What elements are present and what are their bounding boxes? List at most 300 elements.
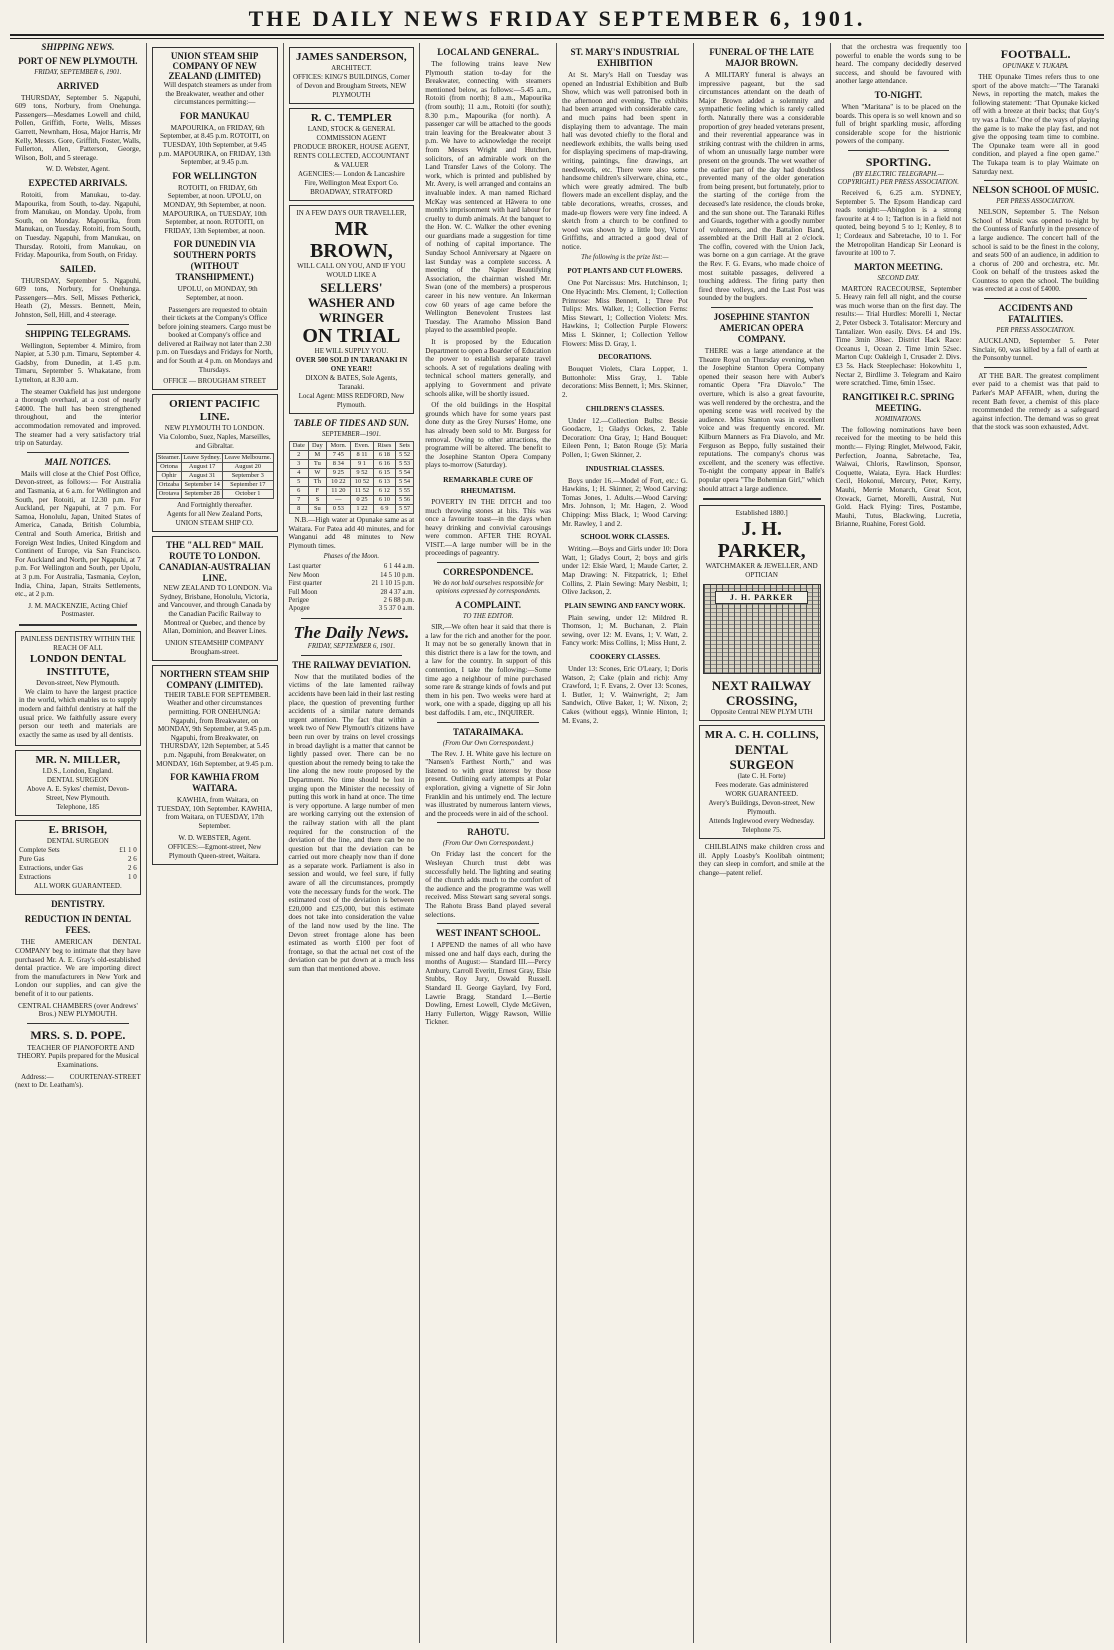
nelson-heading: NELSON SCHOOL OF MUSIC.	[972, 185, 1099, 196]
correspondence-heading: CORRESPONDENCE.	[442, 567, 534, 578]
brisoh-role: DENTAL SURGEON	[46, 837, 109, 846]
northern-text: THEIR TABLE FOR SEPTEMBER. Weather and other circumstances permitting. FOR ONEHUNGA: Ngapuhi, from Breakwater, on MONDAY, 9th September, at 9.45 p.m. Ngapuhi, from Breakwater, on THURSDAY, 12th September, at 5.45 p.m. Ngapuhi, from Breakwater, on MONDAY, 16th September, at 9.45 p.m.	[156, 690, 274, 768]
opera-text: THERE was a large attendance at the Theatre Royal on Thursday evening, when the Josephine Stanton Opera Company opened their season here with Auber's romantic Opera "Fra Diavolo." The overture, which is also a great favourite, was well rendered by the orchestra, and the opening scene was well received by the audience. Miss Stanton was in excellent voice and was frequently encored. Mr. Kilburn Manners as Fra Diavolo, and Mr. Ferguson as Beppo, fully sustained their reputations. The company's chorus was excellent, and the scenery was effective. To-night the company appear in Balfe's popular opera "The Bohemian Girl," which should attract a large audience.	[698, 347, 825, 493]
tide-cell: Th	[309, 478, 327, 487]
tide-cell: 0 53	[326, 505, 350, 514]
tide-cell: 6 15	[374, 469, 396, 478]
needlework-heading: PLAIN SEWING AND FANCY WORK.	[564, 601, 686, 610]
divider	[984, 180, 1087, 181]
phases-heading: Phases of the Moon.	[323, 553, 380, 561]
orient-heading: ORIENT PACIFIC LINE.	[169, 398, 261, 424]
tide-cell: Su	[309, 505, 327, 514]
local-text: The following trains leave New Plymouth station to-day for the Breakwater, connecting with steamers mentioned below, as follows:—5.45 a.m., Rotoiti (from north); 8 a.m., Mapourika (from south); 11 a.m., Rotoiti (for south); 8.30 p.m., Mapourika (for north). A passenger car will be attached to the goods train leaving for the Breakwater about 3 p.m. We have to acknowledge the receipt from Messrs Wright and Hutchen, solicitors, of an admirable work on the Land Transfer Laws of the Colony. The work, which is printed and published by Mr. Avery, is well arranged and contains an invaluable index. A man named Richard McKay was sentenced at Hāwera to one month's imprisonment with hard labour for cruelty to dumb animals. At the banquet to the Hon. W. C. Walker the other evening our guardians made a suggestion for time of nothing of capital importance. The Sunday School Anniversary at Ngaere on last Sunday was a complete success. A meeting of the Napier Beautifying Association, the chairman wished Mr. Swan (one of the members) a prosperous career in his new venture. An Inkerman cow 60 years of age came before the Wellington Benevolent Trustees last Tuesday. The Aramoho Mission Band played to the assembled people.	[425, 60, 551, 335]
templer-agencies: AGENCIES:— London & Lancashire Fire, Wellington Meat Export Co.	[298, 170, 405, 187]
orient-header-cell: Steamer.	[157, 454, 181, 462]
orient-ad	[152, 394, 278, 532]
tide-cell: 10 52	[351, 478, 374, 487]
cure-text: POVERTY IN THE DITCH and too much throwing stones at hits. This was once a favourite toast—in the days when heavy drinking and convivial carousings were common. AFTER THE ROYAL VISIT.—A large number will be in the proceedings of pageantry.	[425, 497, 551, 558]
phase-name: First quarter	[288, 580, 322, 588]
brisoh-title: E. BRISOH,	[48, 824, 108, 837]
complaint-to: TO THE EDITOR.	[462, 613, 514, 621]
divider	[984, 367, 1087, 368]
decorations-text: Bouquet Violets, Clara Lopper, 1. Buttonhole: Miss Gray, 1. Table decorations: Miss Bennett, 1; Mrs. Skinner, 2.	[562, 365, 688, 399]
tide-body	[289, 451, 414, 514]
column-6	[694, 43, 831, 1643]
reduction-text: THE AMERICAN DENTAL COMPANY beg to intimate that they have purchased Mr. A. E. Gray's old-established dental practice. We are importing direct from the manufacturers in New York and London our supplies, and can give the benefit of it to our patients.	[15, 938, 141, 998]
tide-cell: S	[309, 496, 327, 505]
tide-row	[289, 478, 414, 487]
tide-row	[289, 460, 414, 469]
orient-header-cell: Leave Sydney.	[183, 454, 221, 462]
tide-cell: 3	[289, 460, 309, 469]
dental-institute-ad	[15, 631, 141, 747]
tide-cell: 5 55	[395, 487, 413, 496]
price-label: Complete Sets	[19, 846, 60, 855]
price-row	[19, 855, 137, 864]
rahotu-sub: (From Our Own Correspondent.)	[442, 840, 534, 848]
tataraimaka-heading: TATARAIMAKA.	[453, 726, 524, 737]
tide-header-cell: Morn.	[326, 442, 350, 451]
tide-cell: 8 34	[326, 460, 350, 469]
arrived-heading: ARRIVED	[56, 80, 99, 91]
orient-schedule-table	[156, 453, 274, 499]
orient-agents: Agents for all New Zealand Ports, UNION STEAM SHIP CO.	[166, 510, 263, 528]
pope-address: Address:— COURTENAY-STREET (next to Dr. Leatham's).	[15, 1072, 141, 1090]
tide-cell: 5 53	[395, 460, 413, 469]
accidents-sub: PER PRESS ASSOCIATION.	[996, 327, 1075, 335]
phase-name: Apogee	[288, 605, 310, 613]
dental-institute-tagline: PAINLESS DENTISTRY WITHIN THE REACH OF ALL	[20, 634, 136, 652]
bar-text: AT THE BAR. The greatest compliment ever paid to a chemist was that paid to Parker's MAP AFFAIR, when, during the recent Bath fever, a chemist of this place recommended the remedy as a safeguard against infection. The demand was so great that the stock was soon exhausted, Advt.	[972, 371, 1099, 432]
orient-cell: September 17	[223, 481, 273, 490]
divider	[984, 298, 1087, 299]
brown-text: WILL CALL ON YOU, AND IF YOU WOULD LIKE A	[297, 262, 406, 279]
agent-line: W. D. Webster, Agent.	[45, 165, 110, 174]
orient-cell: October 1	[223, 490, 273, 499]
leader-heading: THE RAILWAY DEVIATION.	[292, 659, 411, 670]
miller-address: Above A. E. Sykes' chemist, Devon-Street, New Plymouth.	[26, 785, 130, 803]
all-red-ad	[152, 536, 278, 661]
phase-name: New Moon	[288, 571, 320, 579]
column-5	[557, 43, 694, 1643]
tide-cell: 7	[289, 496, 309, 505]
rangitikei-sub: NOMINATIONS.	[875, 415, 922, 423]
divider	[711, 307, 813, 308]
dunedin-text: UPOLU, on MONDAY, 9th September, at noon.	[177, 285, 258, 302]
correspondence-note: We do not hold ourselves responsible for opinions expressed by correspondents.	[432, 580, 544, 596]
dixon-line: DIXON & BATES, Sole Agents, Taranaki.	[305, 374, 398, 391]
tide-cell: 6 12	[374, 487, 396, 496]
phase-row	[289, 572, 415, 580]
phase-row	[289, 597, 415, 605]
prize-heading: The following is the prize list:—	[581, 254, 669, 262]
price-value: 1 0	[128, 873, 137, 882]
rangitikei-heading: RANGITIKEI R.C. SPRING MEETING.	[842, 391, 955, 413]
railway-crossing-sub: Opposite Central NEW PLYM UTH	[710, 708, 813, 717]
union-steam-ad	[152, 47, 278, 390]
column-3	[284, 43, 421, 1643]
tide-cell: 6 18	[374, 451, 396, 460]
school-work-text: Writing.—Boys and Girls under 10: Dora Watt, 1; Gladys Court, 2; boys and girls under 12: Elsie Ward, 1; Maude Carter, 2. Map Drawing: N. Fitzpatrick, 1; Ethel Collins, 2. Plain Sewing: Mary Nesbitt, 1; Olive Jackson, 2.	[562, 545, 688, 597]
price-label: Extractions	[19, 873, 51, 882]
sold-line: OVER 500 SOLD IN TARANAKI IN ONE YEAR!!	[295, 356, 408, 373]
dunedin-heading: FOR DUNEDIN VIA SOUTHERN PORTS (WITHOUT TRANSHIPMENT.)	[173, 239, 256, 283]
cookery-heading: COOKERY CLASSES.	[589, 653, 661, 662]
orient-cell: Ortona	[156, 463, 181, 472]
opera-heading: JOSEPHINE STANTON AMERICAN OPERA COMPANY.	[713, 312, 810, 345]
tide-cell: Tu	[309, 460, 327, 469]
central-chambers: CENTRAL CHAMBERS (over Andrews' Bros.) NEW PLYMOUTH.	[17, 1001, 138, 1019]
price-list	[19, 846, 137, 882]
divider	[27, 1023, 129, 1024]
tonight-text: When "Maritana" is to be placed on the boards. This opera is so well known and so full of bright sparkling music, affording considerable scope for the histrionic powers of the company.	[835, 102, 962, 146]
port-heading: PORT OF NEW PLYMOUTH.	[18, 55, 138, 66]
funeral-text: A MILITARY funeral is always an impressive pageant, but the sad circumstances attendant on the death of Major Brown added a solemnity and sympathetic feeling which is rarely called forth. Naturally there was a considerable proportion of grey headed veterans present, and their reverential appearance was in striking contrast with the children in arms, of whom an unusually large number were present on the grounds. The wet weather of the earlier part of the day had doubtless prevented many of the older generation from being present, but fortunately, prior to the starting of the cortège from the deceased's late residence, the clouds broke, and the sun shone out. The Taranaki Rifles and Guards, together with a goodly number of volunteers, and the Battalion Band, assembled at the Drill Hall at 2 o'clock. The coffin, covered with the Union Jack, was borne on a gun carriage. At the grave the Rev. F. G. Evans, who made choice of most suitable passages, delivered a touching address. The firing party then fired three volleys, and the Last Post was sounded by the buglers.	[698, 71, 825, 303]
price-value: £1 1 0	[119, 846, 137, 855]
divider	[437, 822, 539, 823]
tide-header-cell: Even.	[351, 442, 374, 451]
tide-cell: 9 52	[351, 469, 374, 478]
masthead: THE DAILY NEWS FRIDAY SEPTEMBER 6, 1901.	[248, 6, 866, 31]
orient-cell: August 20	[223, 463, 273, 472]
webster-agent: W. D. WEBSTER, Agent.	[178, 833, 251, 842]
tide-cell: 11 52	[351, 487, 374, 496]
masthead-rule	[10, 34, 1104, 39]
on-trial: ON TRIAL	[302, 325, 401, 347]
marton-heading: MARTON MEETING.	[854, 261, 943, 272]
kawhia-text: KAWHIA, from Waitara, on TUESDAY, 10th September. KAWHIA, from Waitara, on TUESDAY, 17th September.	[157, 796, 273, 830]
price-label: Pure Gas	[19, 855, 45, 864]
tide-heading: TABLE OF TIDES AND SUN.	[293, 418, 410, 428]
miller-telephone: Telephone, 185	[56, 803, 100, 812]
tide-cell: 5 54	[395, 469, 413, 478]
kawhia-heading: FOR KAWHIA FROM WAITARA.	[170, 772, 260, 794]
northern-ad	[152, 665, 278, 865]
brown-name: MR BROWN,	[309, 218, 393, 262]
collins-address: Avery's Buildings, Devon-street, New Plymouth.	[708, 799, 815, 817]
football-sub: OPUNAKE V. TUKAPA.	[1002, 63, 1069, 70]
wellington-heading: FOR WELLINGTON	[172, 170, 257, 181]
divider	[27, 452, 129, 453]
column-8	[967, 43, 1104, 1643]
school-work-heading: SCHOOL WORK CLASSES.	[580, 533, 670, 542]
sporting-text: Received 6, 6.25 a.m. SYDNEY, September 5. The Epsom Handicap card reads tonight:—Abingdon is a strong favourite at 4 to 1; Tarlton is in a field not quoted, being beyond 5 to 1; Kenley, 8 to 1; Cordeaux and Sabretache, 10 to 1. For the Metropolitan Handicap Sir Leonard is favourite at 100 to 7.	[835, 188, 962, 258]
childrens-heading: CHILDREN'S CLASSES.	[585, 404, 664, 413]
divider	[437, 562, 539, 563]
tide-cell: 9 25	[326, 469, 350, 478]
school-text: It is proposed by the Education Department to open a Boarder of Education the power to establish separate travel schools. A set of regulations dealing with technical school matters generally, and applying to Government and private schools alike, will be shortly issued.	[425, 338, 551, 398]
dental-institute-text: We claim to have the largest practice in the world, which enables us to supply modern and faithful dentistry at half the usual price. We faithfully assure every person our teeth and materials are exactly the same as used by all dentists.	[19, 687, 137, 739]
tide-cell: 5 52	[395, 451, 413, 460]
templer-address: BROADWAY, STRATFORD	[310, 188, 393, 196]
manukau-text: MAPOURIKA, on FRIDAY, 6th September, at 8.45 p.m. ROTOITI, on TUESDAY, 10th September, at 9.45 p.m. MAPOURIKA, on FRIDAY, 13th September, at 9.45 p.m.	[158, 123, 271, 167]
wellington-text: ROTOITI, on FRIDAY, 6th September, at noon. UPOLU, on MONDAY, 9th September, at noon. MAPOURIKA, on TUESDAY, 10th September, at noon. ROTOITI, on FRIDAY, 13th September, at noon.	[162, 183, 267, 235]
complaint-text: SIR,—We often hear it said that there is a law for the rich and another for the poor. It may not be so generally known that in this district there is a law for the town, and a law for the country. In support of this contention, I take the following:—Some time ago a neighbour of mine purchased some rare & strange kinds of fowls and put them in his pen. Two weeks were hard at work, one with a spade, digging up all his best daffodils. I am, etc., INQUIRER.	[425, 623, 551, 717]
phase-value: 14 5 10 p.m.	[380, 571, 415, 579]
dentistry-heading: DENTISTRY.	[51, 899, 105, 910]
shopfront-illustration	[703, 584, 821, 674]
tonight-heading: TO-NIGHT.	[874, 89, 923, 100]
collins-telephone: Attends Inglewood every Wednesday. Telephone 75.	[708, 817, 815, 835]
templer-subheading: LAND, STOCK & GENERAL COMMISSION AGENT	[307, 125, 396, 142]
st-mary-text: At St. Mary's Hall on Tuesday was opened an Industrial Exhibition and Bulb Show, which was well patronised both in the afternoon and evening. The exhibits had been arranged with considerable care, and much pains had been spent in displaying them to advantage. The main hall was devoted chiefly to the floral and needlework exhibits, the walls being used for displaying specimens of map-drawing, writing, paintings, fine drawings, art needlework, etc. There were also some handsome children's silverware, china, etc., which were greatly admired. The bulb flowers made an excellent display, and the table decorations, wreaths, crosses, and made-up flowers were very fine indeed. A sketch from a church to be confined to wood was shown by a little boy, Victor Griffiths, and attracted a good deal of notice.	[562, 71, 688, 251]
miller-ad	[15, 750, 141, 816]
football-text: THE Opunake Times refers thus to one sport of the above match:—"The Taranaki News, in reporting the match, makes the following statement: ‘That Opunake kicked off with a breeze at their backs; that Guy's try was a fluke.’ One of the ways of playing the game is to make the play fast, and not give the opposing team time to combine. The Opunake team were all in good condition, and played a fine open game." The Tukapa team is to play Waimate on Saturday next.	[972, 73, 1099, 176]
decorations-heading: DECORATIONS.	[598, 353, 652, 362]
parker-subtitle: WATCHMAKER & JEWELLER, AND OPTICIAN	[705, 562, 818, 580]
paper-date: FRIDAY, SEPTEMBER 6, 1901.	[307, 642, 396, 650]
passengers-text: Passengers are requested to obtain their tickets at the Company's Office before joining steamers. Cargo must be booked at Company's office and delivered at Railway not later than 2.30 p.m. on Tuesdays and Fridays for North, and for South at 4 p.m. on Mondays and Thursdays.	[156, 305, 273, 374]
leader-text: Now that the mutilated bodies of the victims of the late lamented railway accidents have been laid in their last resting place, the question of preventing further accidents of a similar nature demands urgent attention. The fact that within a week two of New Plymouth's citizens have been run over by trains on level crossings in broad daylight is a matter that cannot be lightly passed over. There can be no question about the remedy being to take the line along the new route proposed by the Department. No time should be lost in urging upon the Minister the necessity of putting this work in hand at once. The time is very opportune. A large number of men are working carrying out the extension of the railway station with all the plant required for the construction of the deviation of the line, and there can be no question but that the deviation can be carried out more cheaply now than if done as a separate work. Parliament is also in session and would, we feel sure, if fully aware of all the circumstances, promptly vote the necessary funds for the work. The estimated cost of the deviation is between £20,000 and £25,000, but this estimate does not take into consideration the value of the land now used by the line. The Devon street frontage alone has been estimated as worth £100 per foot of frontage, so that the actual net cost of the deviation can be put down at a much less sum than that mentioned above.	[288, 672, 415, 973]
shopfront-sign: J. H. PARKER	[715, 591, 808, 604]
templer-heading: R. C. TEMPLER	[310, 112, 392, 124]
sanderson-subheading: ARCHITECT.	[331, 64, 372, 72]
orient-header-row	[156, 454, 273, 463]
templer-ad	[289, 108, 415, 201]
tide-cell: 6 9	[374, 505, 396, 514]
webster-address: OFFICES:—Egmont-street, New Plymouth Queen-street, Waitara.	[167, 842, 262, 860]
marton-sub: SECOND DAY.	[877, 274, 920, 282]
price-row	[19, 846, 137, 855]
tide-cell: 4	[289, 469, 309, 478]
orient-subheading: NEW PLYMOUTH TO LONDON.	[164, 424, 265, 433]
pope-text: TEACHER OF PIANOFORTE AND THEORY. Pupils prepared for the Musical Examinations.	[16, 1043, 139, 1069]
orient-row	[156, 472, 273, 481]
rahotu-text: On Friday last the concert for the Wesleyan Church trust debt was successfully held. The lighting and seating of the church adds much to the comfort of the audience and the programme was well received. Miss Stewart sang several songs. The Rahotu Brass Band played several selections.	[425, 850, 551, 919]
tide-header-cell: Sets	[395, 442, 413, 451]
orient-note: And Fortnightly thereafter.	[177, 501, 253, 510]
tide-cell: M	[309, 451, 327, 460]
column-1	[10, 43, 147, 1643]
parker-title: J. H. PARKER,	[717, 518, 806, 563]
tide-table	[289, 441, 415, 514]
sailed-heading: SAILED.	[59, 263, 96, 274]
phase-row	[289, 589, 415, 597]
prize-text: One Pot Narcissus: Mrs. Hutchinson, 1; One Hyacinth: Mrs. Clement, 1; Collection Primrose: Miss Bennett, 1; Three Pot Tulips: Mrs. Walker, 1; Collection Ferns: Miss Stewart, 1; Collection Violets: Mrs. Hawkins, 1; Collection Purple Flowers: Miss I. Skinner, 1; Collection Yellow Flowers: Miss D. Gray, 1.	[562, 279, 688, 348]
tide-month: SEPTEMBER—1901.	[321, 431, 381, 438]
collins-ad	[699, 725, 825, 839]
tide-cell: F	[309, 487, 327, 496]
sailed-text: THURSDAY, September 5. Ngapuhi, 609 tons, Norbury, for Onehunga. Passengers—Mrs. Sell, Misses Petherick, Heath (2), Messrs. Bennett, Mein, Johnston, Sell, Hill, and 4 steerage.	[15, 276, 141, 320]
funeral-heading: FUNERAL OF THE LATE MAJOR BROWN.	[709, 47, 814, 68]
column-4	[420, 43, 557, 1643]
union2-heading: UNION STEAMSHIP COMPANY	[165, 638, 265, 647]
mail-text: Mails will close at the Chief Post Office, Devon-street, as follows:— For Australia and Tasmania, at 6 a.m. for Wellington and South, per Rotoiti, at 12.30 p.m. For Auckland, per Ngapuhi, at 7 p.m. For Samoa, Honolulu, Japan, United States of America, Canada, British Columbia, Central and South America, British and Foreign West Indies, United Kingdom and Continent of Europe, via San Francisco. For Auckland and North, per Ngapuhi, at 7 p.m. For Wellington and South, per Upolu, at 3 p.m. For Australia, Tasmania, Ceylon, India, China, Japan, Straits Settlements, etc., at 2 p.m.	[15, 469, 141, 599]
sanderson-address: OFFICES: KING'S BUILDINGS, Corner of Devon and Brougham Streets, NEW PLYMOUTH	[292, 73, 410, 99]
divider	[848, 150, 950, 151]
manukau-heading: FOR MANUKAU	[180, 110, 250, 121]
chilblains-text: CHILBLAINS make children cross and ill. Apply Loasby's Koolibah ointment; they can sleep in comfort, and smile at the change—patent relief.	[698, 843, 825, 877]
parker-ad	[699, 505, 825, 721]
sanderson-ad	[289, 47, 415, 104]
football-heading: FOOTBALL.	[1000, 47, 1071, 61]
price-label: Extractions, under Gas	[19, 864, 83, 873]
orient-route: Via Colombo, Suez, Naples, Marseilles, and Gibraltar.	[158, 433, 271, 451]
dental-institute-title: LONDON DENTAL INSTITUTE,	[29, 652, 126, 678]
collins-note: (late C. H. Forte)	[737, 772, 786, 781]
divider	[301, 618, 403, 619]
canadian-text: NEW ZEALAND TO LONDON. Via Sydney, Brisbane, Honolulu, Victoria, and Vancouver, and through Canada by the Canadian Pacific Railway to Montreal or Quebec, and thence by Allan, Dominion, and Beaver Lines.	[158, 584, 272, 636]
parker-established: Established 1880.]	[735, 509, 788, 518]
orient-cell: Orizaba	[156, 481, 181, 490]
tide-header-cell: Date	[289, 442, 309, 451]
tide-row	[289, 505, 414, 514]
union-text: Will despatch steamers as under from the Breakwater, weather and other circumstances permitting:—	[163, 81, 272, 107]
tide-cell: 5	[289, 478, 309, 487]
accidents-heading: ACCIDENTS AND FATALITIES.	[998, 303, 1073, 325]
phase-value: 3 5 37 0 a.m.	[378, 605, 415, 613]
opera-continued: that the orchestra was frequently too powerful to enable the words sung to be heard. The company decidedly deserved success, and should be favoured with another large attendance.	[835, 43, 962, 86]
shipping-heading: SHIPPING NEWS.	[41, 43, 115, 52]
tide-cell: 6	[289, 487, 309, 496]
phase-value: 2 6 88 p.m.	[383, 597, 415, 604]
tide-cell: 10 22	[326, 478, 350, 487]
price-value: 2 6	[128, 864, 137, 873]
orient-body	[156, 463, 273, 499]
phase-list	[289, 563, 415, 613]
tide-row	[289, 469, 414, 478]
orient-cell: Ophir	[156, 472, 181, 481]
cookery-text: Under 13: Scones, Eric O'Leary, 1; Doris Watson, 2; Cake (plain and rich): Amy Crawford, 1; F. Evans, 2. Over 13: Scones, I. Butler, 1; V. Wainwright, 2; Jam Sandwich, Olive Baker, 1; W. Nixon, 2; Cakes (without eggs), Winnie Hinton, 1; M. Evans, 2.	[562, 665, 688, 725]
sanderson-heading: JAMES SANDERSON,	[296, 51, 407, 63]
phase-name: Full Moon	[288, 588, 318, 596]
northern-heading: NORTHERN STEAM SHIP COMPANY (LIMITED).	[160, 668, 270, 690]
tide-cell: —	[326, 496, 350, 505]
industrial-heading: INDUSTRIAL CLASSES.	[585, 464, 664, 473]
cure-heading: REMARKABLE CURE OF RHEUMATISM.	[443, 474, 534, 495]
canadian-heading: CANADIAN-AUSTRALIAN LINE.	[158, 562, 271, 584]
tide-cell: 5 54	[395, 478, 413, 487]
rangitikei-text: The following nominations have been received for the meeting to be held this month:— Flying: Ringlet, Melwood, Fakir, Perfection, Joanna, Sabretache, Tea, Waiwai, Chloris, Rawlinson, Sponsor, Coquette, Waiata, Eyra. Hack Hurdles: Cecil, Hokonui, Mercury, Peter, Kerry, Mauhi, Merrie Monarch, Great Scot, Oxwack, Garnet, Morelli, Austral, Nut Gold. Hack Flying: Tires, Postambe, Mauhi, Tutus, Blackwing, Lucretia, Brianne, Ruahine, Forest Gold.	[835, 425, 962, 529]
expected-heading: EXPECTED ARRIVALS.	[28, 177, 128, 188]
expected-text: Rotoiti, from Manukau, to-day. Mapourika, from South, to-day. Ngapuhi, from Manukau, on Monday. Upolu, from South, on Monday. Mapourika, from Manukau, on Tuesday. Rotoiti, from South, on Tuesday. Ngapuhi, from Manukau, on Thursday. Rotoiti, from Manukau, on Friday. Mapourika, from South, on Friday.	[15, 190, 141, 260]
all-red-heading: THE "ALL RED" MAIL ROUTE TO LONDON.	[165, 540, 264, 562]
mail-heading: MAIL NOTICES.	[44, 456, 111, 467]
columns	[10, 43, 1104, 1643]
tide-cell: 8	[289, 505, 309, 514]
collins-title: MR A. C. H. COLLINS,	[704, 729, 819, 742]
tide-row	[289, 496, 414, 505]
telegrams-text: Wellington, September 4. Mimiro, from Napier, at 5.30 p.m. Timaru, September 4. Gadsby, from Dunedin, at 1.45 p.m. Timaru, September 5. Whakatane, from Lyttelton, at 8.30 a.m.	[15, 341, 141, 385]
phase-name: Last quarter	[288, 563, 322, 571]
tide-cell: 8 11	[351, 451, 374, 460]
west-infant-heading: WEST INFANT SCHOOL.	[435, 928, 541, 939]
tide-cell: 6 13	[374, 478, 396, 487]
tide-header-row	[289, 442, 414, 451]
price-row	[19, 864, 137, 873]
miller-role: DENTAL SURGEON	[46, 776, 109, 785]
tataraimaka-text: The Rev. J. H. White gave his lecture on "Nansen's Farthest North," and was listened to with great interest by those present. Outlining early attempts at Polar exploration, giving a vignette of Sir John Franklin and his untimely end. The lecture was illustrated by numerous lantern views, and the proceeds were in aid of the school.	[425, 749, 551, 818]
miller-title: MR. N. MILLER,	[35, 754, 121, 767]
needlework-text: Plain sewing, under 12: Mildred R. Thomson, 1; M. Buchanan, 2. Plain sewing, over 12: M. Evans, 1; V. Watt, 2. Fancy work: Miss Collins, 1; Miss Hunt, 2.	[562, 613, 688, 648]
collins-fees: Fees moderate. Gas administered	[715, 781, 809, 790]
dental-institute-address: Devon-street, New Plymouth.	[36, 678, 120, 687]
phase-value: 6 1 44 a.m.	[383, 563, 415, 571]
collins-role: DENTAL SURGEON	[729, 742, 794, 773]
divider	[437, 923, 539, 924]
phase-value: 28 4 37 a.m.	[380, 588, 415, 596]
tide-cell: 7 45	[326, 451, 350, 460]
orient-row	[156, 481, 273, 490]
orient-cell: September 28	[182, 490, 223, 499]
marton-text: MARTON RACECOURSE, September 5. Heavy rain fell all night, and the course was much worse than on the first day. The results:— Trial Hurdles: Morelli 1, Nectar 2, Peter Osbeck 3. Totalisator: Mercury and Tantalizer. Won easily. Divs. £4 and 19s. Time 3min 30sec. District Hack Race: Oceanus 1, Ocean 2. Time 1min 52sec. Marton Cup: Oakleigh 1, Crusader 2. Divs. £3 5s. Hack Steeplechase: Hokowhitu 1, Nectar 2, Birdlime 3. Telegram and Kairo were scratched. Time, 6min 15sec.	[835, 284, 962, 388]
rahotu-heading: RAHOTU.	[467, 827, 509, 838]
shipping-news-text: The steamer Oakfield has just undergone a thorough overhaul, at a cost of nearly £4000. The hull has been strengthened throughout, and the interior accommodation removated and improved. The steamer had a very satisfactory trial trip on Saturday.	[15, 387, 141, 448]
telegrams-heading: SHIPPING TELEGRAMS.	[25, 328, 131, 339]
nelson-sub: PER PRESS ASSOCIATION.	[996, 198, 1075, 206]
tide-cell: 5 56	[395, 496, 413, 505]
collins-guarantee: WORK GUARANTEED.	[725, 790, 798, 799]
tide-cell: 0 25	[351, 496, 374, 505]
port-date: FRIDAY, SEPTEMBER 6, 1901.	[34, 68, 122, 76]
phase-row	[289, 563, 415, 571]
nelson-text: NELSON, September 5. The Nelson School of Music was opened to-night by the Countess of Ranfurly in the presence of a large audience. The concert hall of the school is said to be the finest in the colony, and seats 500 of an audience, in addition to a chorus of 200 and orchestra, etc. Mr. Cook on behalf of the trustees asked the Countess to open the school. The building was erected at a cost of £4000.	[972, 208, 1099, 294]
reduction-heading: REDUCTION IN DENTAL FEES.	[24, 914, 132, 936]
union-heading: UNION STEAM SHIP COMPANY OF NEW ZEALAND (LIMITED)	[168, 51, 261, 81]
brown-intro: IN A FEW DAYS OUR TRAVELLER,	[296, 209, 407, 217]
orient-cell: August 31	[182, 472, 223, 481]
divider	[19, 624, 137, 626]
orient-header-cell: Leave Melbourne.	[224, 454, 272, 462]
orient-row	[156, 490, 273, 499]
tide-cell: 1 22	[351, 505, 374, 514]
office-line: OFFICE — BROUGHAM STREET	[163, 377, 267, 386]
railway-crossing: NEXT RAILWAY CROSSING,	[711, 678, 812, 709]
tide-cell: 9 1	[351, 460, 374, 469]
phase-value: 21 1 10 15 p.m.	[371, 580, 415, 588]
orient-cell: Orotava	[156, 490, 181, 499]
arrived-text: THURSDAY, September 5. Ngapuhi, 609 tons, Norbury, from Onehunga. Passengers—Mesdames Lowell and child, Pollen, Griffith, Forte, Wells, Misses Garrett, Newnham, Hosa, Major Harris, Mr Kelly, Messrs. Gore, Griffith, Foster, Walls, Fullerton, Allen, Patterson, George, Wilson, Bolt, and 5 steerage.	[15, 93, 141, 162]
brisoh-guarantee: ALL WORK GUARANTEED.	[34, 882, 122, 891]
phase-row	[289, 580, 415, 588]
tide-cell: 5 57	[395, 505, 413, 514]
price-value: 2 6	[128, 855, 137, 864]
accidents-text: AUCKLAND, September 5. Peter Sinclair, 60, was killed by a fall of earth at the Ponsonby tunnel.	[972, 337, 1099, 363]
divider	[301, 655, 403, 656]
west-infant-text: I APPEND the names of all who have missed one and half days each, during the months of August:— Standard III.—Percy Ambury, Carroll Everitt, Ernest Gray, Elsie Stubbs, Roy Jury, Oswald Russell. Standard II. George Gaylard, Ivy Ford, Lawrie Bragg. Standard I.—Bertie Dowling, Ernest Lowell, Clyde McGiven, Harry Fullerton, Wiggy Rawson, Willie Tickner.	[425, 941, 551, 1027]
complaint-heading: A COMPLAINT.	[455, 600, 522, 611]
orient-cell: September 14	[182, 481, 223, 490]
supply-line: HE WILL SUPPLY YOU.	[314, 347, 389, 355]
tide-cell: 2	[289, 451, 309, 460]
paper-title: The Daily News.	[293, 622, 410, 642]
local-heading: LOCAL AND GENERAL.	[437, 47, 540, 57]
tide-row	[289, 451, 414, 460]
local-agent-line: Local Agent: MISS REDFORD, New Plymouth.	[298, 392, 405, 409]
column-2	[147, 43, 284, 1643]
railway-text: Of the old buildings in the Hospital grounds which have for some years past done duty as the Grey Nurses' Home, one has already been sold to Mr. Burgess for removal. Owing to other attractions, the programme will be altered. The benefit to the Josephine Stanton Opera Company plays to-morrow (Saturday).	[425, 401, 551, 470]
tide-note: N.B.—High water at Opunake same as at Waitara. For Patea add 40 minutes, and for Wanganui add 48 minutes to New Plymouth times.	[288, 516, 415, 550]
tide-cell: W	[309, 469, 327, 478]
brisoh-ad	[15, 820, 141, 895]
union2-address: Brougham-street.	[190, 647, 240, 656]
tide-cell: 6 16	[374, 460, 396, 469]
column-7	[831, 43, 968, 1643]
tide-cell: 11 20	[326, 487, 350, 496]
divider	[27, 324, 129, 325]
washer-title: SELLERS' WASHER AND WRINGER	[307, 280, 395, 325]
templer-services: PRODUCE BROKER, HOUSE AGENT, RENTS COLLECTED, ACCOUNTANT & VALUER	[293, 143, 410, 169]
industrial-text: Boys under 16.—Model of Fort, etc.: G. Hawkins, 1; H. Skinner, 2; Wood Carving: Tomas Jones, 1. Adults.—Wood Carving: Mrs. Johnson, 1; Mr. Hagen, 2. Wood Chipping: Miss Black, 1; Wood Carving: Mr. Rawley, 1 and 2.	[562, 476, 688, 528]
divider	[437, 722, 539, 723]
orient-cell: August 17	[182, 463, 223, 472]
childrens-text: Under 12.—Collection Bulbs: Bessie Goodacre, 1; Gladys Ockes, 2. Table Decoration: Ona Gray, 1; Hand Bouquet: Eileen Penn, 1; Baton Rouge (5): Maria Pollen, 1; Gwen Skinner, 2.	[562, 416, 688, 459]
tataraimaka-sub: (From Our Own Correspondent.)	[442, 739, 534, 747]
tide-row	[289, 487, 414, 496]
sporting-heading: SPORTING.	[865, 154, 931, 169]
tide-header-cell: Rises	[374, 442, 396, 451]
prize-subheading: POT PLANTS AND CUT FLOWERS.	[567, 267, 683, 276]
